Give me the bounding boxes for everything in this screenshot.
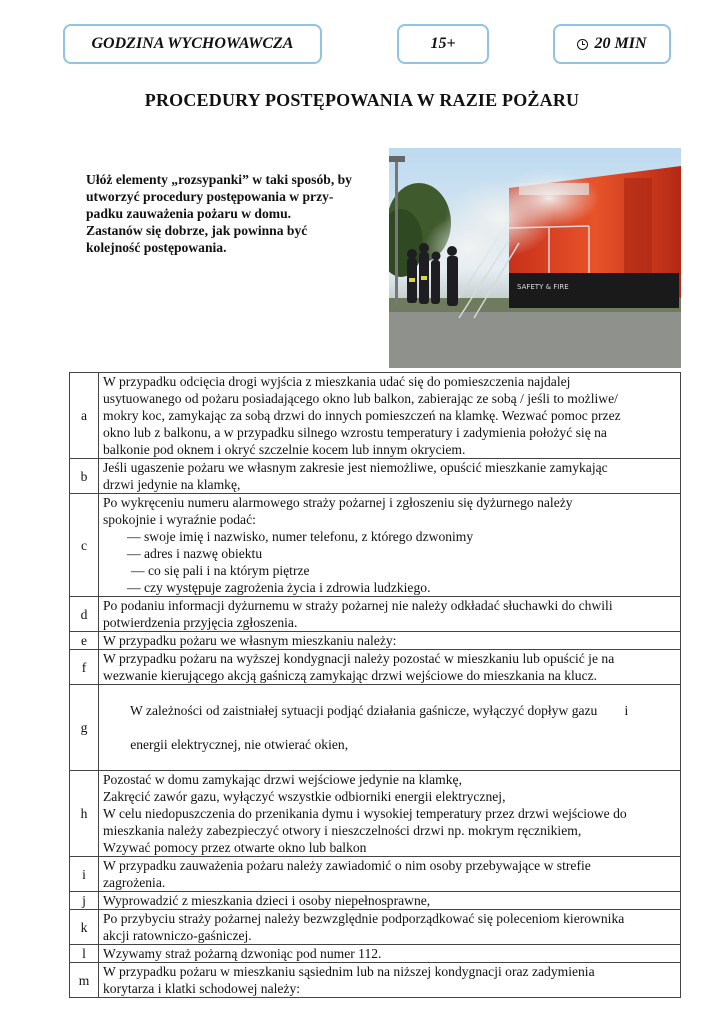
row-text <box>99 632 681 650</box>
row-text <box>99 597 681 632</box>
table-row <box>70 597 681 632</box>
text-line: Zakręcić zawór gazu, wyłączyć wszystkie odbiorniki energii elektrycznej, <box>103 789 506 804</box>
instruction-line: Zastanów się dobrze, jak powinna być <box>86 223 308 238</box>
banner-text: SAFETY & FIRE <box>517 283 569 291</box>
instruction-line: kolejność postępowania. <box>86 240 227 255</box>
list-item: — co się pali i na którym piętrze <box>131 563 310 578</box>
text-line: wezwanie kierującego akcją gaśniczą zamykając drzwi wejściowe do mieszkania na klucz. <box>103 668 598 683</box>
text-line: Jeśli ugaszenie pożaru we własnym zakresie jest niemożliwe, opuścić mieszkanie zamykając <box>103 460 608 475</box>
text-line: W celu niedopuszczenia do przenikania dymu i wysokiej temperatury przez drzwi wejściowe do <box>103 806 627 821</box>
table-row <box>70 910 681 945</box>
duration-label <box>553 24 671 64</box>
table-row <box>70 771 681 857</box>
table-row <box>70 632 681 650</box>
row-letter: g <box>70 685 99 771</box>
table-row <box>70 373 681 459</box>
row-text <box>99 857 681 892</box>
row-letter: l <box>70 945 99 963</box>
text-line: akcji ratowniczo-gaśniczej. <box>103 928 252 943</box>
text-line: zagrożenia. <box>103 875 166 890</box>
row-letter: j <box>70 892 99 910</box>
row-letter: a <box>70 373 99 459</box>
row-text <box>99 963 681 998</box>
row-letter: k <box>70 910 99 945</box>
text-line: Wzywamy straż pożarną dzwoniąc pod numer 112. <box>103 946 382 961</box>
clock-icon <box>577 39 588 50</box>
text-line: W przypadku pożaru we własnym mieszkaniu należy: <box>103 633 397 648</box>
text-line: Pozostać w domu zamykając drzwi wejściowe jedynie na klamkę, <box>103 772 462 787</box>
table-row <box>70 459 681 494</box>
text-line: okno lub z balkonu, a w przypadku silnego wzrostu temperatury i zadymienia położyć się na <box>103 425 607 440</box>
table-row <box>70 650 681 685</box>
text-line: Po podaniu informacji dyżurnemu w straży pożarnej nie należy odkładać słuchawki do chwili <box>103 598 613 613</box>
subject-text: GODZINA WYCHOWAWCZA <box>91 35 294 52</box>
table-row <box>70 945 681 963</box>
instruction-text <box>86 171 378 256</box>
text-line: W zależności od zaistniałej sytuacji podjąć działania gaśnicze, wyłączyć dopływ gazu i <box>129 703 629 718</box>
photo-illustration <box>389 148 681 368</box>
row-text <box>99 650 681 685</box>
row-letter: c <box>70 494 99 597</box>
text-line: Wzywać pomocy przez otwarte okno lub balkon <box>103 840 367 855</box>
text-line: Po przybyciu straży pożarnej należy bezwzględnie podporządkować się poleceniom kierownika <box>103 911 625 926</box>
row-letter: h <box>70 771 99 857</box>
text-line: mieszkania należy zabezpieczyć otwory i nieszczelności drzwi np. mokrym ręcznikiem, <box>103 823 582 838</box>
text-line: balkonie pod oknem i okryć szczelnie kocem lub innym okryciem. <box>103 442 466 457</box>
instruction-line: Ułóż elementy „rozsypanki” w taki sposób, by <box>86 172 352 187</box>
row-letter: b <box>70 459 99 494</box>
fire-training-photo <box>389 148 681 368</box>
text-line: W przypadku pożaru na wyższej kondygnacji należy pozostać w mieszkaniu lub opuścić je na <box>103 651 615 666</box>
text-line: potwierdzenia przyjęcia zgłoszenia. <box>103 615 298 630</box>
age-label <box>397 24 489 64</box>
text-line: W przypadku odcięcia drogi wyjścia z mieszkania udać się do pomieszczenia najdalej <box>103 374 571 389</box>
text-line: mokry koc, zamykając za sobą drzwi do innych pomieszczeń na klamkę. Wezwać pomoc przez <box>103 408 621 423</box>
table-row <box>70 494 681 597</box>
row-text <box>99 771 681 857</box>
row-text <box>99 892 681 910</box>
row-text <box>99 685 681 771</box>
table-row <box>70 892 681 910</box>
text-line: korytarza i klatki schodowej należy: <box>103 981 301 996</box>
row-text <box>99 494 681 597</box>
instruction-line: utworzyć procedury postępowania w przy- <box>86 189 334 204</box>
instruction-line: padku zauważenia pożaru w domu. <box>86 206 292 221</box>
table-row <box>70 685 681 771</box>
text-line: Wyprowadzić z mieszkania dzieci i osoby niepełnosprawne, <box>103 893 431 908</box>
row-text <box>99 910 681 945</box>
row-letter: d <box>70 597 99 632</box>
text-line: W przypadku pożaru w mieszkaniu sąsiednim lub na niższej kondygnacji oraz zadymienia <box>103 964 595 979</box>
text-line: Po wykręceniu numeru alarmowego straży pożarnej i zgłoszeniu się dyżurnego należy <box>103 495 573 510</box>
list-item: — swoje imię i nazwisko, numer telefonu, z którego dzwonimy <box>127 529 474 544</box>
subject-label <box>63 24 322 64</box>
row-text <box>99 373 681 459</box>
text-line: usytuowanego od pożaru posiadającego okno lub balkon, zabierając ze sobą / jeśli to możliwe/ <box>103 391 618 406</box>
row-letter: e <box>70 632 99 650</box>
row-text <box>99 945 681 963</box>
procedure-table <box>69 372 681 998</box>
row-letter: m <box>70 963 99 998</box>
text-line: W przypadku zauważenia pożaru należy zawiadomić o nim osoby przebywające w strefie <box>103 858 591 873</box>
text-line: spokojnie i wyraźnie podać: <box>103 512 256 527</box>
list-item: — czy występuje zagrożenia życia i zdrowia ludzkiego. <box>127 580 431 595</box>
page-title: PROCEDURY POSTĘPOWANIA W RAZIE POŻARU <box>144 90 580 110</box>
text-line: energii elektrycznej, nie otwierać okien, <box>130 737 349 752</box>
table-row <box>70 857 681 892</box>
list-item: — adres i nazwę obiektu <box>127 546 263 561</box>
row-text <box>99 459 681 494</box>
table-row <box>70 963 681 998</box>
age-text: 15+ <box>430 35 456 52</box>
row-letter: f <box>70 650 99 685</box>
text-line: drzwi jedynie na klamkę, <box>103 477 241 492</box>
row-letter: i <box>70 857 99 892</box>
duration-text: 20 MIN <box>594 35 647 52</box>
